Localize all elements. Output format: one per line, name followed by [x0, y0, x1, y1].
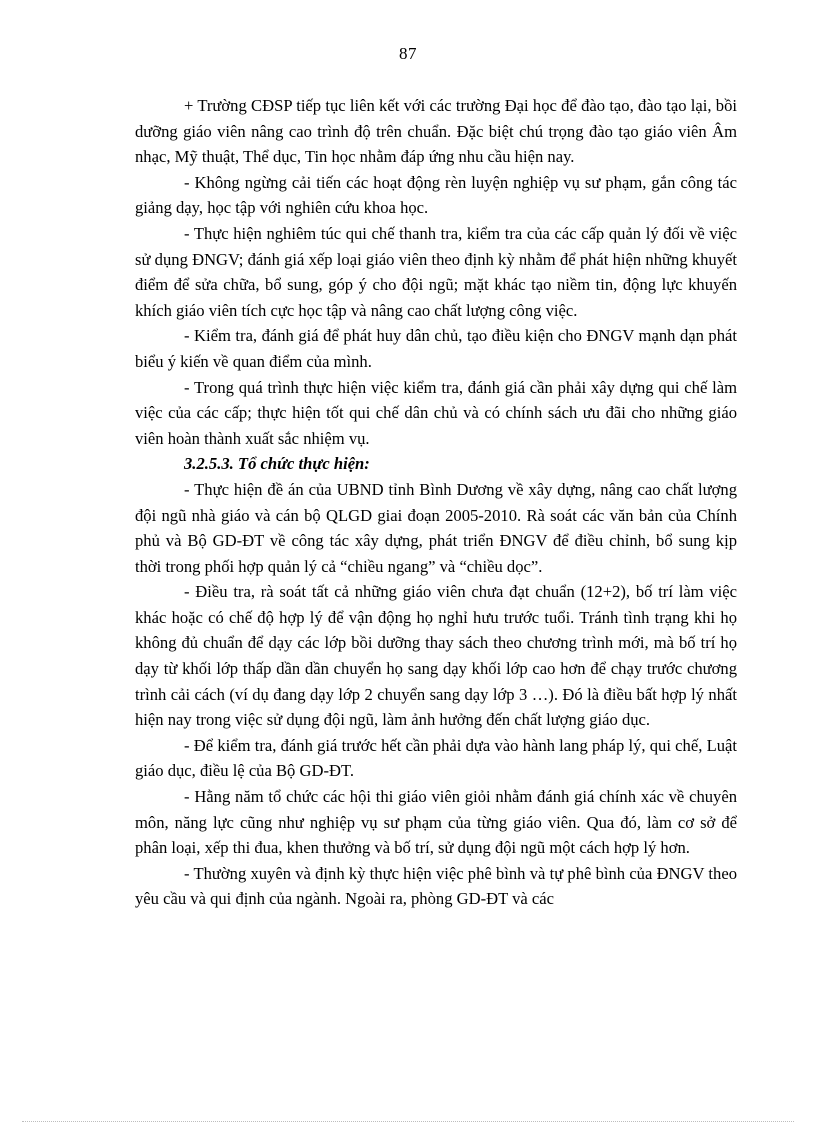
paragraph-work-regulations: - Trong quá trình thực hiện việc kiểm tra, đánh giá cần phải xây dựng qui chế làm việc của các cấp; thực hiện tốt qui chế dân chủ và có chính sách ưu đãi cho những giáo viên hoàn thành xuất sắc nhiệm vụ.	[135, 377, 737, 448]
paragraph-survey-teachers: - Điều tra, rà soát tất cả những giáo viên chưa đạt chuẩn (12+2), bố trí làm việc khác hoặc có chế độ hợp lý để vận động họ nghỉ hưu trước tuổi. Tránh tình trạng khi họ không đủ chuẩn để dạy các lớp bồi dưỡng thay sách theo chương trình mới, mà bố trí họ dạy từ khối lớp thấp dần dần chuyển họ sang dạy khối lớp cao hơn để chạy trước chương trình cải cách (ví dụ đang dạy lớp 2 chuyển sang dạy lớp 3 …). Đó là điều bất hợp lý nhất hiện nay trong việc sử dụng đội ngũ, làm ảnh hưởng đến chất lượng giáo dục.	[135, 582, 737, 730]
page-bottom-divider	[22, 1121, 794, 1122]
section-heading: 3.2.5.3. Tổ chức thực hiện:	[184, 454, 370, 474]
paragraph-teaching-practice: - Không ngừng cải tiến các hoạt động rèn luyện nghiệp vụ sư phạm, gắn công tác giảng dạy, học tập với nghiên cứu khoa học.	[135, 172, 737, 218]
paragraph-inspection-rules: - Thực hiện nghiêm túc qui chế thanh tra, kiểm tra của các cấp quản lý đối về việc sử dụng ĐNGV; đánh giá xếp loại giáo viên theo định kỳ nhằm để phát hiện những khuyết điểm để sửa chữa, bổ sung, góp ý cho đội ngũ; mặt khác tạo niềm tin, động lực khuyến khích giáo viên tích cực học tập và nâng cao chất lượng công việc.	[135, 223, 737, 320]
paragraph-ubnd-project: - Thực hiện đề án của UBND tỉnh Bình Dương về xây dựng, nâng cao chất lượng đội ngũ nhà giáo và cán bộ QLGD giai đoạn 2005-2010. Rà soát các văn bản của Chính phủ và Bộ GD-ĐT về công tác xây dựng, phát triển ĐNGV để điều chỉnh, bổ sung kịp thời trong phối hợp quản lý cả “chiều ngang” và “chiều dọc”.	[135, 479, 737, 576]
paragraph-cdsp-training: + Trường CĐSP tiếp tục liên kết với các trường Đại học để đào tạo, đào tạo lại, bồi dưỡng giáo viên nâng cao trình độ trên chuẩn. Đặc biệt chú trọng đào tạo giáo viên Âm nhạc, Mỹ thuật, Thể dục, Tin học nhằm đáp ứng nhu cầu hiện nay.	[135, 96, 737, 167]
paragraph-teacher-contests: - Hằng năm tổ chức các hội thi giáo viên giỏi nhằm đánh giá chính xác về chuyên môn, năng lực cũng như nghiệp vụ sư phạm của từng giáo viên. Qua đó, làm cơ sở để phân loại, xếp thi đua, khen thưởng và bố trí, sử dụng đội ngũ một cách hợp lý hơn.	[135, 787, 737, 858]
paragraph-democracy: - Kiểm tra, đánh giá để phát huy dân chủ, tạo điều kiện cho ĐNGV mạnh dạn phát biểu ý kiến về quan điểm của mình.	[135, 326, 737, 371]
paragraph-legal-basis: - Để kiểm tra, đánh giá trước hết cần phải dựa vào hành lang pháp lý, qui chế, Luật giáo dục, điều lệ của Bộ GD-ĐT.	[135, 735, 737, 781]
body-text	[135, 93, 737, 912]
page-number: 87	[399, 44, 417, 63]
paragraph-self-criticism: - Thường xuyên và định kỳ thực hiện việc phê bình và tự phê bình của ĐNGV theo yêu cầu và qui định của ngành. Ngoài ra, phòng GD-ĐT và các	[135, 863, 737, 909]
